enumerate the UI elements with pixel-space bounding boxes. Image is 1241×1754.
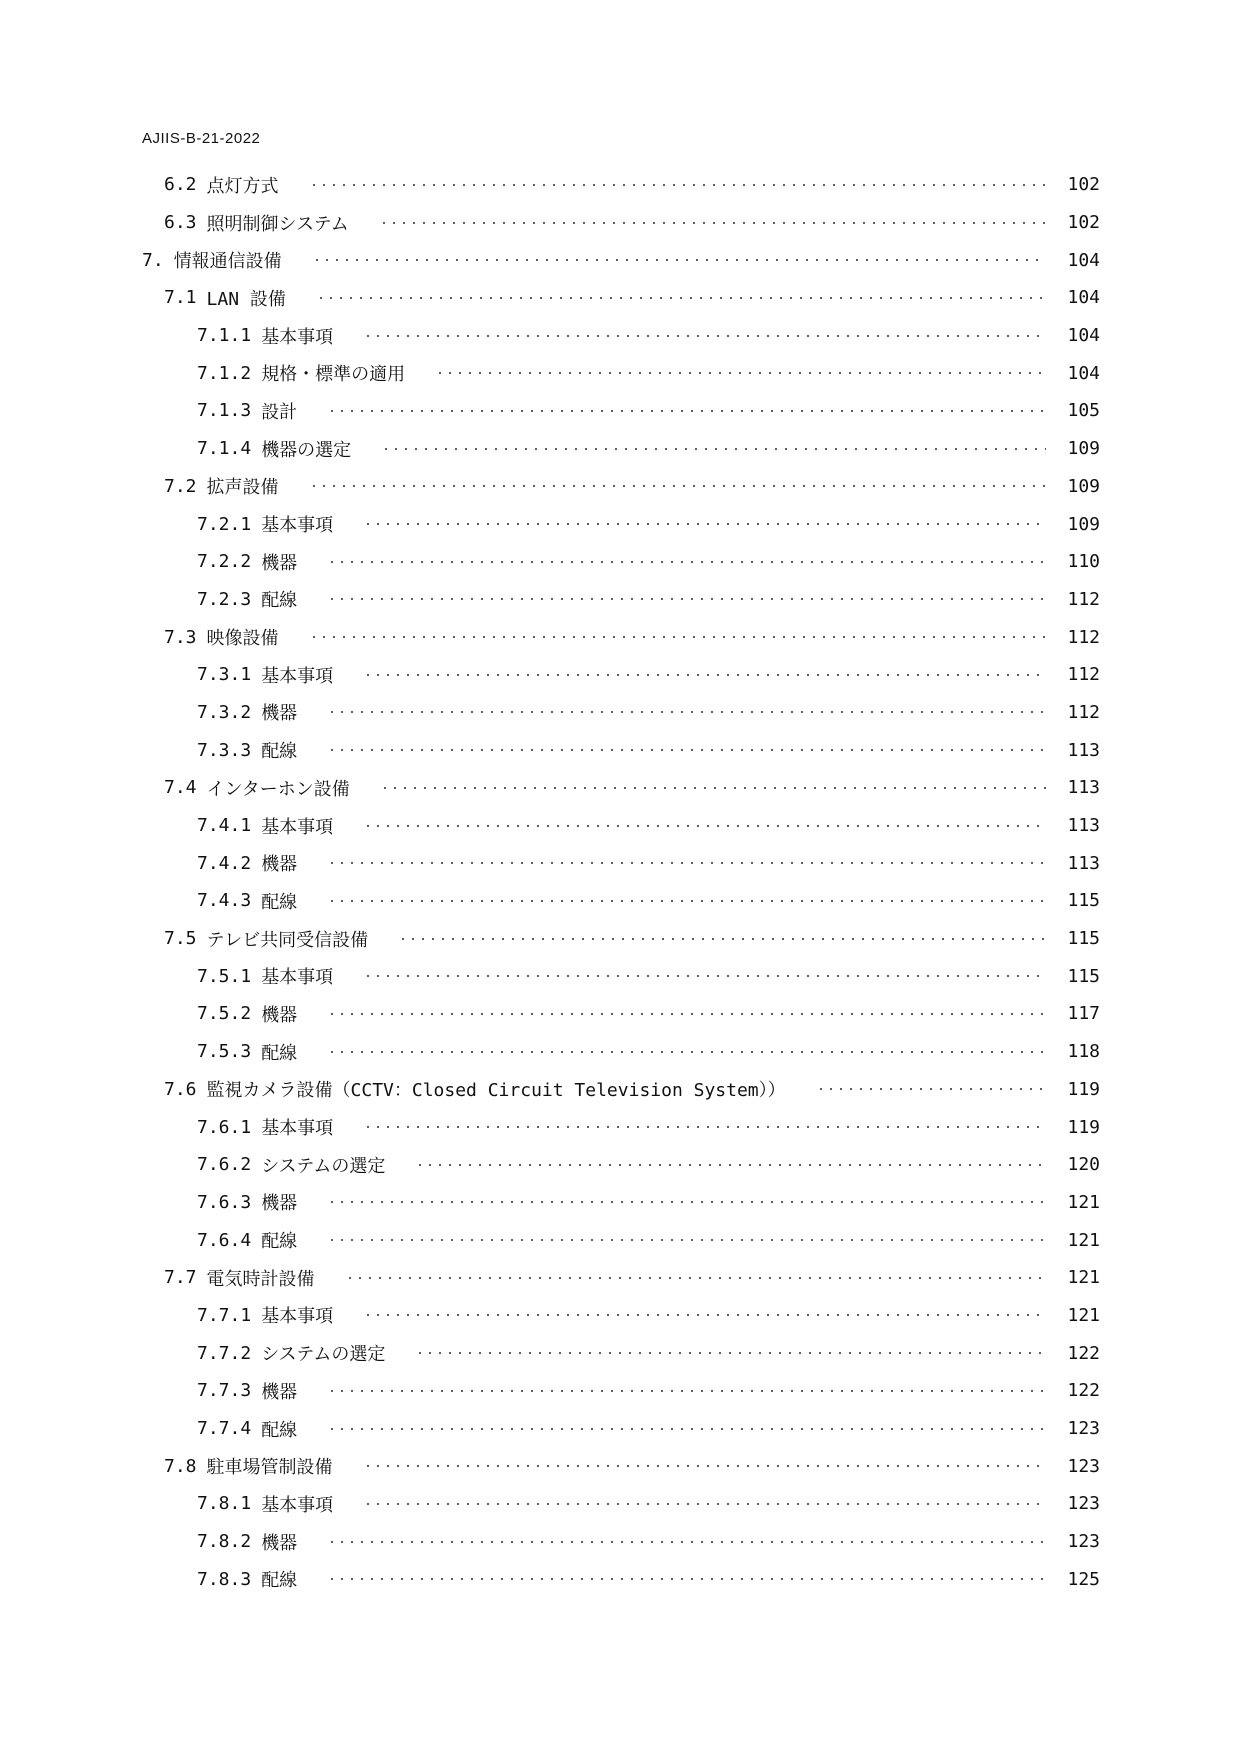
toc-entry-page-number: 115 [1067, 965, 1100, 987]
dot-leader [363, 1126, 1046, 1128]
toc-entry-title: 監視カメラ設備（CCTV：Closed Circuit Television System）） [206, 1080, 786, 1102]
toc-entry-page-number: 102 [1067, 174, 1100, 196]
toc-entry-title: 配線 [261, 891, 298, 913]
toc-entry[interactable] [0, 957, 1241, 995]
toc-entry-number: 7.5 [164, 928, 197, 950]
toc-entry[interactable] [0, 1221, 1241, 1259]
toc-entry-title: 基本事項 [261, 326, 334, 348]
toc-entry-title: 点灯方式 [206, 175, 279, 197]
toc-entry-title: 基本事項 [261, 816, 334, 838]
toc-entry-number: 7.1 [164, 287, 197, 309]
dot-leader [363, 674, 1046, 676]
toc-entry-page-number: 109 [1067, 475, 1100, 497]
toc-entry-number: 7.6.4 [197, 1229, 252, 1251]
toc-entry[interactable] [0, 317, 1241, 355]
toc-entry[interactable] [0, 1146, 1241, 1184]
toc-entry-title: 配線 [261, 1042, 298, 1064]
toc-entry[interactable] [0, 1071, 1241, 1109]
toc-entry-title: 電気時計設備 [206, 1268, 315, 1290]
toc-entry-title: システムの選定 [261, 1344, 386, 1366]
toc-entry-title: 機器の選定 [261, 439, 352, 461]
dot-leader [327, 749, 1046, 751]
dot-leader [363, 1503, 1046, 1505]
dot-leader [398, 938, 1046, 940]
toc-entry[interactable] [0, 844, 1241, 882]
toc-entry-number: 7.1.4 [197, 438, 252, 460]
toc-entry[interactable] [0, 731, 1241, 769]
toc-entry-number: 7.7 [164, 1267, 197, 1289]
toc-entry-page-number: 109 [1067, 438, 1100, 460]
toc-entry-page-number: 121 [1067, 1229, 1100, 1251]
toc-entry-page-number: 104 [1067, 287, 1100, 309]
toc-entry-title: 基本事項 [261, 967, 334, 989]
toc-entry-page-number: 118 [1067, 1041, 1100, 1063]
toc-entry-title: 照明制御システム [206, 213, 349, 235]
dot-leader [327, 410, 1046, 412]
toc-entry-number: 7. [142, 249, 164, 271]
toc-entry-number: 7.2 [164, 475, 197, 497]
dot-leader [327, 1201, 1046, 1203]
dot-leader [327, 1578, 1046, 1580]
toc-entry-page-number: 120 [1067, 1154, 1100, 1176]
toc-entry-page-number: 112 [1067, 626, 1100, 648]
toc-entry-title: 機器 [261, 1193, 298, 1215]
dot-leader [309, 184, 1046, 186]
toc-entry-title: 基本事項 [261, 665, 334, 687]
toc-entry-number: 7.3.3 [197, 739, 252, 761]
toc-entry-title: 機器 [261, 1004, 298, 1026]
toc-entry-page-number: 109 [1067, 513, 1100, 535]
dot-leader [435, 372, 1046, 374]
toc-entry-title: テレビ共同受信設備 [206, 929, 369, 951]
toc-entry-number: 7.8.2 [197, 1531, 252, 1553]
toc-entry-title: 機器 [261, 854, 298, 876]
dot-leader [327, 1541, 1046, 1543]
toc-entry-title: 映像設備 [206, 628, 279, 650]
dot-leader [309, 485, 1046, 487]
toc-entry[interactable] [0, 505, 1241, 543]
toc-entry-page-number: 117 [1067, 1003, 1100, 1025]
toc-entry-page-number: 121 [1067, 1304, 1100, 1326]
toc-entry-page-number: 121 [1067, 1267, 1100, 1289]
dot-leader [327, 900, 1046, 902]
dot-leader [345, 1277, 1046, 1279]
dot-leader [309, 636, 1046, 638]
toc-entry-number: 7.3.2 [197, 701, 252, 723]
toc-entry[interactable] [0, 279, 1241, 317]
toc-entry[interactable] [0, 430, 1241, 468]
toc-entry-number: 7.4 [164, 777, 197, 799]
toc-entry[interactable] [0, 543, 1241, 581]
toc-entry-page-number: 104 [1067, 249, 1100, 271]
toc-entry[interactable] [0, 618, 1241, 656]
toc-entry[interactable] [0, 1523, 1241, 1561]
toc-entry[interactable] [0, 1184, 1241, 1222]
dot-leader [380, 787, 1046, 789]
toc-entry-page-number: 112 [1067, 664, 1100, 686]
toc-entry-number: 7.4.3 [197, 890, 252, 912]
toc-entry[interactable] [0, 1372, 1241, 1410]
toc-entry-page-number: 119 [1067, 1078, 1100, 1100]
dot-leader [327, 1239, 1046, 1241]
toc-entry-title: 情報通信設備 [173, 251, 282, 273]
toc-entry-title: 配線 [261, 1570, 298, 1592]
toc-entry-title: 基本事項 [261, 1306, 334, 1328]
toc-entry-title: 配線 [261, 741, 298, 763]
toc-entry-number: 7.5.2 [197, 1003, 252, 1025]
toc-entry-number: 7.6.2 [197, 1154, 252, 1176]
toc-entry-page-number: 123 [1067, 1455, 1100, 1477]
toc-entry-page-number: 119 [1067, 1116, 1100, 1138]
toc-entry-number: 6.2 [164, 174, 197, 196]
toc-entry-page-number: 104 [1067, 362, 1100, 384]
toc-entry[interactable] [0, 468, 1241, 506]
toc-entry-number: 7.7.3 [197, 1380, 252, 1402]
toc-entry-number: 7.1.1 [197, 325, 252, 347]
toc-entry-page-number: 123 [1067, 1493, 1100, 1515]
dot-leader [327, 1390, 1046, 1392]
toc-entry-number: 7.1.2 [197, 362, 252, 384]
toc-entry-page-number: 115 [1067, 928, 1100, 950]
toc-entry-page-number: 121 [1067, 1191, 1100, 1213]
toc-entry-title: LAN 設備 [206, 288, 286, 310]
toc-entry-title: 設計 [261, 401, 298, 423]
toc-entry[interactable] [0, 1033, 1241, 1071]
dot-leader [816, 1088, 1046, 1090]
toc-entry-number: 7.8.3 [197, 1568, 252, 1590]
toc-entry-number: 7.8 [164, 1455, 197, 1477]
toc-entry-title: 規格・標準の適用 [261, 364, 406, 386]
dot-leader [363, 975, 1046, 977]
toc-entry-title: 基本事項 [261, 1118, 334, 1140]
toc-entry[interactable] [0, 581, 1241, 619]
dot-leader [363, 1314, 1046, 1316]
dot-leader [363, 1465, 1046, 1467]
toc-entry[interactable] [0, 882, 1241, 920]
toc-entry-title: 配線 [261, 590, 298, 612]
toc-entry[interactable] [0, 1410, 1241, 1448]
toc-entry-page-number: 113 [1067, 852, 1100, 874]
toc-entry-number: 7.6.1 [197, 1116, 252, 1138]
toc-entry-title: 機器 [261, 703, 298, 725]
toc-entry-number: 7.4.1 [197, 815, 252, 837]
toc-entry[interactable] [0, 995, 1241, 1033]
toc-entry-page-number: 113 [1067, 777, 1100, 799]
toc-entry[interactable] [0, 354, 1241, 392]
toc-entry-page-number: 104 [1067, 325, 1100, 347]
toc-entry-title: 駐車場管制設備 [206, 1457, 333, 1479]
toc-entry-number: 7.3.1 [197, 664, 252, 686]
dot-leader [415, 1352, 1046, 1354]
dot-leader [379, 222, 1046, 224]
toc-entry-number: 7.2.1 [197, 513, 252, 535]
toc-entry-page-number: 122 [1067, 1342, 1100, 1364]
toc-entry-title: システムの選定 [261, 1155, 386, 1177]
toc-entry-page-number: 112 [1067, 701, 1100, 723]
toc-entry[interactable] [0, 392, 1241, 430]
toc-entry[interactable] [0, 1334, 1241, 1372]
dot-leader [327, 1051, 1046, 1053]
dot-leader [327, 561, 1046, 563]
toc-entry[interactable] [0, 1447, 1241, 1485]
toc-entry-title: インターホン設備 [206, 778, 350, 800]
toc-entry[interactable] [0, 1485, 1241, 1523]
dot-leader [327, 1013, 1046, 1015]
toc-entry[interactable] [0, 1259, 1241, 1297]
toc-entry-number: 7.4.2 [197, 852, 252, 874]
toc-entry[interactable] [0, 166, 1241, 204]
toc-entry[interactable] [0, 1297, 1241, 1335]
toc-entry-number: 7.1.3 [197, 400, 252, 422]
toc-entry-number: 7.5.3 [197, 1041, 252, 1063]
toc-entry-page-number: 112 [1067, 588, 1100, 610]
dot-leader [381, 448, 1046, 450]
toc-entry-number: 7.7.2 [197, 1342, 252, 1364]
dot-leader [327, 598, 1046, 600]
toc-entry-title: 配線 [261, 1231, 298, 1253]
toc-entry-number: 7.5.1 [197, 965, 252, 987]
toc-entry[interactable] [0, 204, 1241, 242]
toc-entry-number: 7.7.1 [197, 1304, 252, 1326]
dot-leader [327, 1428, 1046, 1430]
table-of-contents [0, 166, 1241, 1598]
dot-leader [363, 523, 1046, 525]
dot-leader [363, 825, 1046, 827]
toc-entry[interactable] [0, 1108, 1241, 1146]
dot-leader [316, 297, 1046, 299]
toc-entry-number: 7.2.3 [197, 588, 252, 610]
toc-entry[interactable] [0, 694, 1241, 732]
toc-entry-page-number: 123 [1067, 1418, 1100, 1440]
toc-entry-number: 7.6.3 [197, 1191, 252, 1213]
toc-entry-number: 7.2.2 [197, 551, 252, 573]
toc-entry-number: 7.3 [164, 626, 197, 648]
toc-entry-page-number: 113 [1067, 815, 1100, 837]
toc-entry[interactable] [0, 656, 1241, 694]
toc-entry-title: 基本事項 [261, 1494, 334, 1516]
toc-entry[interactable] [0, 769, 1241, 807]
toc-entry-number: 7.6 [164, 1078, 197, 1100]
toc-entry[interactable] [0, 920, 1241, 958]
toc-entry-title: 拡声設備 [206, 477, 279, 499]
toc-entry-page-number: 105 [1067, 400, 1100, 422]
toc-entry-page-number: 110 [1067, 551, 1100, 573]
toc-entry-page-number: 115 [1067, 890, 1100, 912]
toc-entry-number: 6.3 [164, 212, 197, 234]
toc-entry[interactable] [0, 241, 1241, 279]
dot-leader [312, 259, 1046, 261]
toc-entry-title: 配線 [261, 1419, 298, 1441]
toc-entry-title: 機器 [261, 552, 298, 574]
toc-entry-page-number: 102 [1067, 212, 1100, 234]
dot-leader [363, 335, 1046, 337]
toc-entry[interactable] [0, 1560, 1241, 1598]
document-id: AJIIS-B-21-2022 [142, 130, 261, 147]
toc-entry-page-number: 122 [1067, 1380, 1100, 1402]
toc-entry-title: 機器 [261, 1381, 298, 1403]
toc-entry[interactable] [0, 807, 1241, 845]
dot-leader [415, 1164, 1046, 1166]
toc-entry-page-number: 123 [1067, 1531, 1100, 1553]
toc-entry-number: 7.7.4 [197, 1418, 252, 1440]
dot-leader [327, 711, 1046, 713]
toc-entry-title: 機器 [261, 1532, 298, 1554]
toc-entry-number: 7.8.1 [197, 1493, 252, 1515]
toc-entry-page-number: 113 [1067, 739, 1100, 761]
toc-entry-title: 基本事項 [261, 515, 334, 537]
toc-entry-page-number: 125 [1067, 1568, 1100, 1590]
dot-leader [327, 862, 1046, 864]
